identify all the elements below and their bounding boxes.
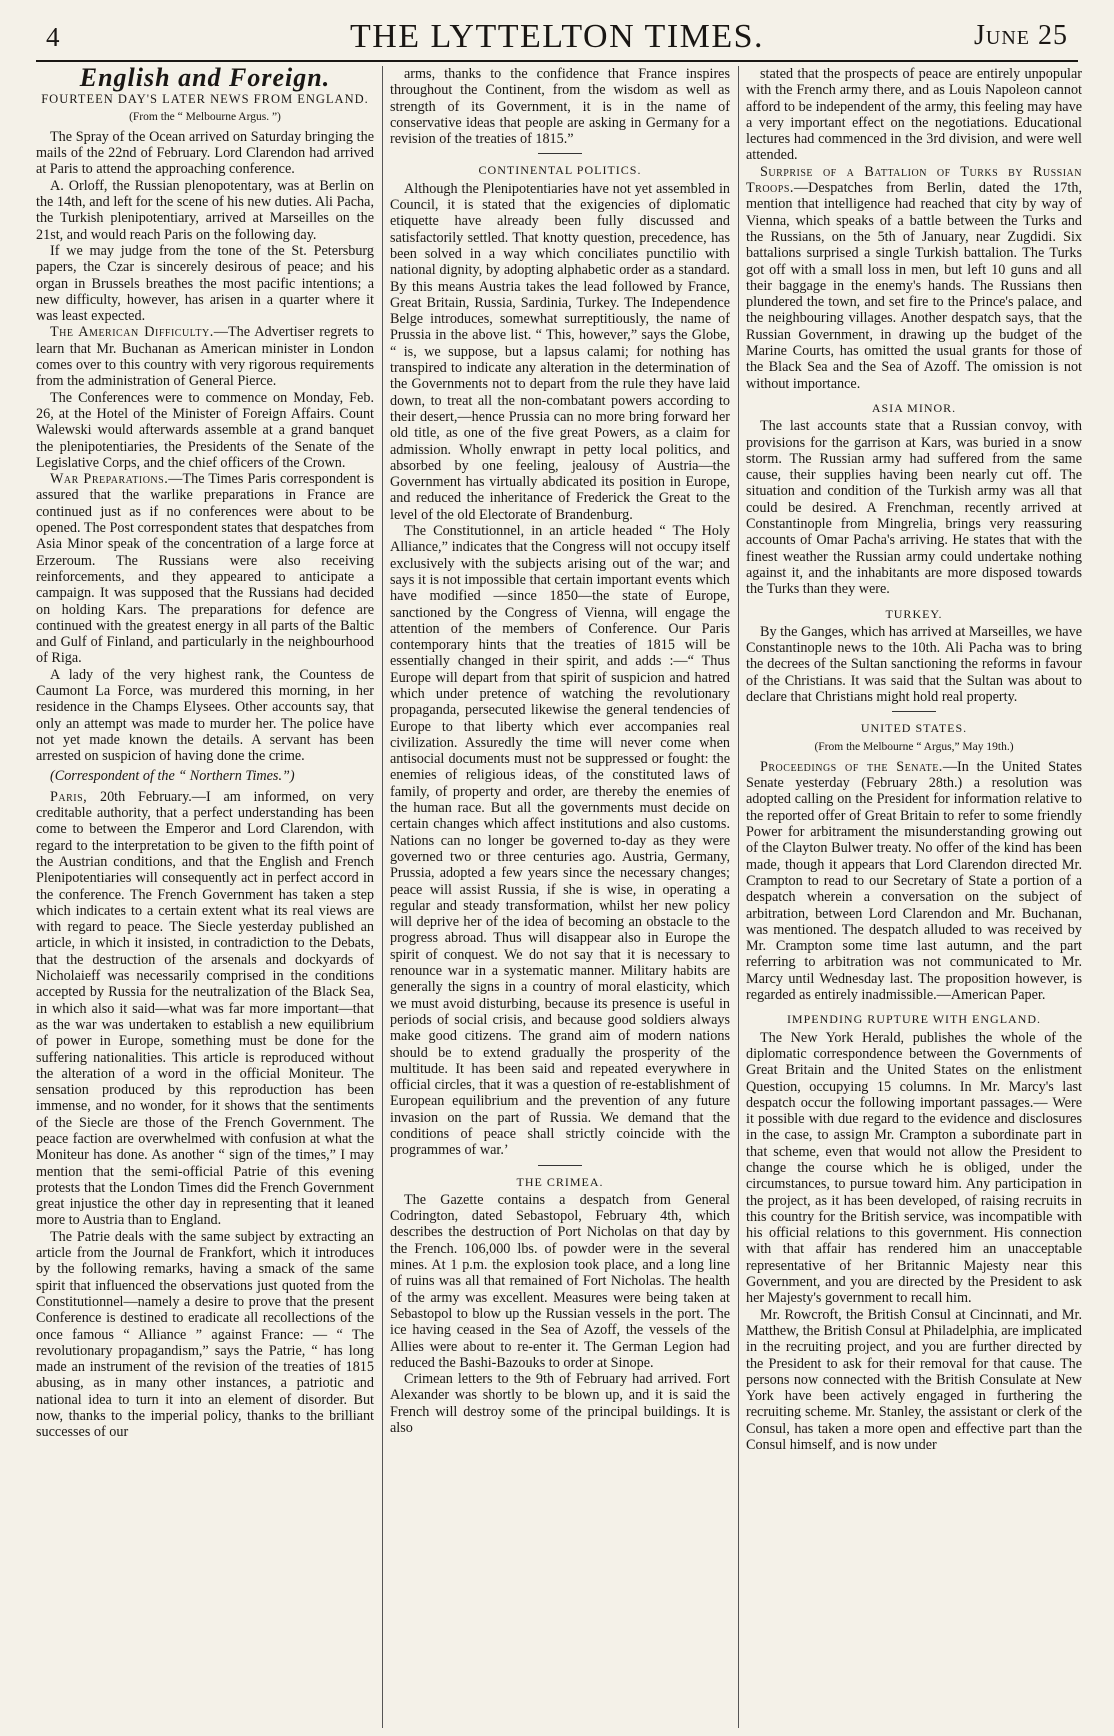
column-2 — [390, 66, 730, 1728]
section-heading-english-foreign: English and Foreign. — [79, 66, 331, 92]
column-1 — [36, 66, 374, 1728]
issue-date: June 25 — [974, 20, 1068, 51]
section-heading-crimea: THE CRIMEA. — [516, 1174, 604, 1189]
paragraph-lead: War Preparations. — [50, 471, 169, 488]
paragraph-body: —The Times Paris correspondent is assured that the warlike preparations in France are continued just as if no conferences were about to be opened. The Post correspondent states that despatches from Asia Minor speak of the concentration of a large force at Erzeroum. The Russians were also receiving reinforcements, and they appeared to anticipate a campaign. It was supposed that the Russians had decided on holding Kars. The preparations for defence are continued with the greatest energy in all parts of the Baltic and Gulf of Finland, and particularly in the neighbourhood of Riga. — [36, 471, 374, 667]
page-number: 4 — [46, 22, 60, 52]
paragraph-body: —In the United States Senate yesterday (February 28th.) a resolution was adopted calling on the President for information relative to the reported offer of Great Britain to refer to some friendly Power for arbitrament the misunderstanding growing out of the Clayton Bulwer treaty. No offer of the kind has been made, though it appears that Lord Clarendon directed Mr. Crampton to read to our Secretary of State a portion of a despatch wherein a conversation on the subject of arbitration, between Lord Clarendon and Mr. Buchanan, was mentioned. The despatch alluded to was received by Mr. Crampton some time last autumn, and the part referring to arbitration was not communicated to Mr. Marcy until Wednesday last. The proposition however, is regarded as entirely inadmissible.—American Paper. — [746, 758, 1082, 1004]
newspaper-title: THE LYTTELTON TIMES. — [349, 18, 765, 55]
paragraph-lead: Surprise of a Battalion of Turks by Russian Troops. — [746, 163, 1082, 197]
correspondent-line: (Correspondent of the “ Northern Times.”) — [50, 768, 295, 785]
paragraph-body: —Despatches from Berlin, dated the 17th, mention that intelligence had reached that city by way of Vienna, which speaks of a battle between the Turks and the Russians, on the 5th of January, near Zugdidi. Six battalions surprised a single Turkish battalion. The Turks got off with a small loss in men, but left 10 guns and all their baggage in the enemy's hands. The Russians then plundered the town, and set fire to the Prince's palace, and the neighbouring villages. Another despatch says, that the Russian Government, in drawing up the budget of the Marine Courts, has omitted the usual grants for those of the Black Sea and the Sea of Azoff. The omission is not without importance. — [746, 180, 1082, 392]
paragraph — [746, 759, 1082, 1003]
paragraph: The Conferences were to commence on Monday, Feb. 26, at the Hotel of the Minister of Foreign Affairs. Count Walewski would afterwards assemble at a grand banquet the plenipotentiaries, the Presidents of the Senate of the Legislative Corps, and the chief officers of the Crown. — [36, 389, 374, 471]
paragraph: The last accounts state that a Russian convoy, with provisions for the garrison at Kars, was buried in a snow storm. The Russian army had suffered from the same cause, their supplies having been nearly cut off. The situation and condition of the Turkish army was all that could be desired. A Frenchman, recently arrived at Constantinople from Mingrelia, brings very reassuring accounts of Omar Pacha's arriving. He states that with the finest weather the Russian army could undertake nothing against it, and the inhabitants are more disposed towards the Turks than they were. — [746, 418, 1082, 598]
section-heading-continental-politics: CONTINENTAL POLITICS. — [478, 163, 642, 178]
paragraph: A lady of the very highest rank, the Countess de Caumont La Force, was murdered this morning, in her residence in the Champs Elysees. Other accounts say, that only an attempt was made to murder her. The police have not yet made known the details. A servant has been arrested on suspicion of having done the crime. — [36, 666, 374, 765]
article-columns — [36, 66, 1082, 1728]
paragraph: A. Orloff, the Russian plenopotentary, was at Berlin on the 14th, and left for the scene of his new duties. Ali Pacha, the Turkish plenipotentiary, arrived at Marseilles on the 21st, and would reach Paris on the following day. — [36, 177, 374, 243]
paragraph-body: 20th February.—I am informed, on very creditable authority, that a perfect understanding has been come to between the Emperor and Lord Clarendon, with regard to the interpretation to be given to the fifth point of the Austrian conditions, and that the English and French Plenipotentiaries will consequently act in perfect accord in the conference. The French Government has taken a step which indicates to a certain extent what its real views are with regard to peace. The Siecle yesterday published an article, in which it insisted, in contradiction to the Debats, that the destruction of the arsenals and dockyards of Nicholaieff was necessarily comprised in the conditions accepted by Russia for the neutralization of the Black Sea, in which also it said—what was far more important—that as the war was undertaken to establish a new equilibrium of power in Europe, something must be done for the suffering nationalities. This article is reproduced without the alteration of a word in the official Moniteur. The sensation produced by this reproduction has been immense, and no wonder, for it shows that the sentiments of the Siecle are those of the French Government. The peace faction are overwhelmed with confusion at what the Moniteur has done. As another “ sign of the times,” I may mention that the semi-official Patrie of this evening protests that the London Times did the French Government great injustice the other day in representing that it leaned more to Austria than to England. — [36, 788, 374, 1229]
paragraph: The New York Herald, publishes the whole of the diplomatic correspondence between the Governments of Great Britain and the United States on the enlistment Question, occupying 15 columns. In Mr. Marcy's last despatch occur the following important passages.— Were it possible with due regard to the evidence and disclosures in the case, to assign Mr. Crampton a subordinate part in that scheme, even that would not allow the President to change the course which he is obliged, under the circumstances, to pursue toward him. Any participation in the project, as it has been developed, of raising recruits in this country for the British service, was incompatible with his official relations to this government. His connection with that affair has rendered him an unacceptable representative of her Britannic Majesty near this Government, and you are directed by the President to ask her Majesty's government to recall him. — [746, 1029, 1082, 1307]
section-heading-united-states: UNITED STATES. — [860, 721, 968, 736]
paragraph-body: —The Advertiser regrets to learn that Mr. Buchanan as American minister in London comes over to this country with very rigorous requirements from the administration of General Pierce. — [36, 324, 374, 390]
paragraph: The Constitutionnel, in an article headed “ The Holy Alliance,” indicates that the Congress will not occupy itself exclusively with the subjects arising out of the war; and says it is not impossible that certain important events which have modified —since 1850—the state of Europe, sanctioned by the Congress of Vienna, will engage the attention of the members of Conference. Our Paris contemporary hints that the treaties of 1815 will be essentially changed in their spirit, and adds :—“ Thus Europe will depart from that spirit of suspicion and hatred which under pretence of watching the revolutionary propaganda, persecuted likewise the general tendencies of Europe to that liberty which ever accompanies real civilization. Assuredly the time will never come when antisocial documents must not be suppressed or fought: the enemies of religious ideas, of the constituted laws of family, of property and order, are thereby the enemies of the human race. But all the governments must decide on certain changes which affect institutions and also customs. Nations can no longer be governed to-day as they were governed two or three centuries ago. Austria, Germany, Prussia, adopted a few years since the necessary changes; peace will assist Russia, if she is wise, in operating a regular and steady transformation, whilst her new policy will deprive her of the idea of becoming an obstacle to the progress abroad. Thus will disappear also in Europe the spirit of conquest. We do not say that it is necessary to renounce war in a systematic manner. Military habits are generally the signs in a country of moral elasticity, which we must avoid disturbing, because its presence is useful in periods of social crisis, and because good soldiers always make good citizens. The grand aim of modern nations should be to extend gradually the prosperity of the multitude. It has been said and repeated everywhere in official circles, that it was a question of re-establishment of European equilibrium and the prevention of any future invasion on the part of Russia. We demand that the conditions of peace shall strictly coincide with the programmes of war.’ — [390, 523, 730, 1159]
subheading-later-news: FOURTEEN DAY'S LATER NEWS FROM ENGLAND. — [41, 92, 369, 107]
paragraph-lead: Proceedings of the Senate. — [760, 758, 943, 775]
section-heading-turkey: TURKEY. — [885, 606, 943, 621]
paragraph: Although the Plenipotentiaries have not yet assembled in Council, it is stated that the exigencies of diplomatic etiquette have already been fully discussed and satisfactorily settled. That knotty question, precedence, has been solved in a way which conciliates punctilio with national dignity, by adopting alphabetic order as a standard. By this means Austria takes the lead followed by France, Great Britain, Russia, Sardinia, Turkey. The Independence Belge introduces, somewhat surreptitiously, the name of Prussia in the above list. “ This, however,” says the Globe, “ is, we suppose, but a lapsus calami; for nothing has transpired to indicate any alteration in the determination of the Governments not to depart from the rule they have laid down, to treat all the non-combatant powers according to their desert,—hence Prussia can no more bring forward her old title, as one of the five great Powers, as a claim for admission. Wholly enwrapt in petty local politics, and absorbed by one feeling, jealousy of Austria—the Government has virtually abdicated its position in Europe, and reduced the inheritance of Frederick the Great to the level of the old Electorate of Brandenburg. — [390, 180, 730, 523]
paragraph: The Patrie deals with the same subject by extracting an article from the Journal de Frankfort, which it introduces by the following remarks, having a smack of the same spirit that influenced the observations just quoted from the Constitutionnel—namely a desire to prove that the present Conference is destined to eradicate all recollections of the once famous “ Alliance ” against France: — “ The revolutionary propagandism,” says the Patrie, “ has long made an instrument of the revision of the treaties of 1815 abusing, as in many other instances, a patriotic and national idea to turn it into an element of disorder. But now, thanks to the imperial policy, thanks to the brilliant successes of our — [36, 1228, 374, 1441]
section-rule — [538, 1165, 582, 1166]
section-rule — [538, 153, 582, 154]
source-note: (From the “ Melbourne Argus. ”) — [129, 110, 281, 123]
paragraph: Crimean letters to the 9th of February had arrived. Fort Alexander was shortly to be blown up, and it is said the French will destroy some of the principal buildings. It is also — [390, 1371, 730, 1437]
paragraph — [746, 164, 1082, 392]
paragraph — [36, 324, 374, 389]
paragraph: arms, thanks to the confidence that France inspires throughout the Continent, from the wisdom as well as strength of its Government, it is in the name of conservative ideas that people are asking in Germany for a revision of the treaties of 1815.” — [390, 66, 730, 148]
section-heading-impending-rupture: IMPENDING RUPTURE WITH ENGLAND. — [786, 1012, 1042, 1027]
source-note: (From the Melbourne “ Argus,” May 19th.) — [814, 740, 1014, 753]
paragraph — [36, 789, 374, 1229]
column-divider — [738, 66, 739, 1728]
paragraph — [36, 471, 374, 667]
paragraph: If we may judge from the tone of the St. Petersburg papers, the Czar is sincerely desirous of peace; and his organ in Brussels breathes the most pacific intentions; a new difficulty, however, has arisen in a quarter where it was least expected. — [36, 242, 374, 325]
paragraph-lead: The American Difficulty. — [50, 324, 214, 341]
paragraph-lead: Paris, — [50, 788, 88, 805]
column-3 — [746, 66, 1082, 1728]
paragraph: The Spray of the Ocean arrived on Saturday bringing the mails of the 22nd of February. Lord Clarendon had arrived at Paris to attend the approaching conference. — [36, 128, 374, 178]
masthead — [0, 14, 1114, 60]
paragraph: The Gazette contains a despatch from General Codrington, dated Sebastopol, February 4th, which describes the destruction of Port Nicholas on that day by the French. 106,000 lbs. of powder were in the several mines. At 1 p.m. the explosion took place, and a long line of ruins was all that remained of Fort Nicholas. The health of the army was excellent. Measures were being taken at Sebastopol to blow up the Russian vessels in the port. The ice having ceased in the Sea of Azoff, the vessels of the Allies were about to re-enter it. The German Legion had reduced the Bashi-Bazouks to order at Sinope. — [390, 1191, 730, 1371]
section-heading-asia-minor: ASIA MINOR. — [871, 400, 957, 415]
masthead-rule — [36, 60, 1078, 62]
section-rule — [892, 711, 936, 712]
paragraph: stated that the prospects of peace are entirely unpopular with the French army there, and as Louis Napoleon cannot afford to be independent of the army, this feeling may have a very important effect on the negotiations. Educational lectures had commenced in the 3rd division, and were well attended. — [746, 66, 1082, 164]
column-divider — [382, 66, 383, 1728]
paragraph: Mr. Rowcroft, the British Consul at Cincinnati, and Mr. Matthew, the British Consul at Philadelphia, are implicated in the recruiting project, and you are further directed by the President to ask for their removal for that cause. The persons now connected with the British Consulate at New York have been actively engaged in furthering the recruiting scheme. Mr. Stanley, the assistant or clerk of the Consul, has taken a more open and effective part than the Consul himself, and is now under — [746, 1306, 1082, 1454]
paragraph: By the Ganges, which has arrived at Marseilles, we have Constantinople news to the 10th. Ali Pacha was to bring the decrees of the Sultan sanctioning the reforms in favour of the Christians. It was said that the Sultan was about to declare that Christians might hold real property. — [746, 623, 1082, 705]
